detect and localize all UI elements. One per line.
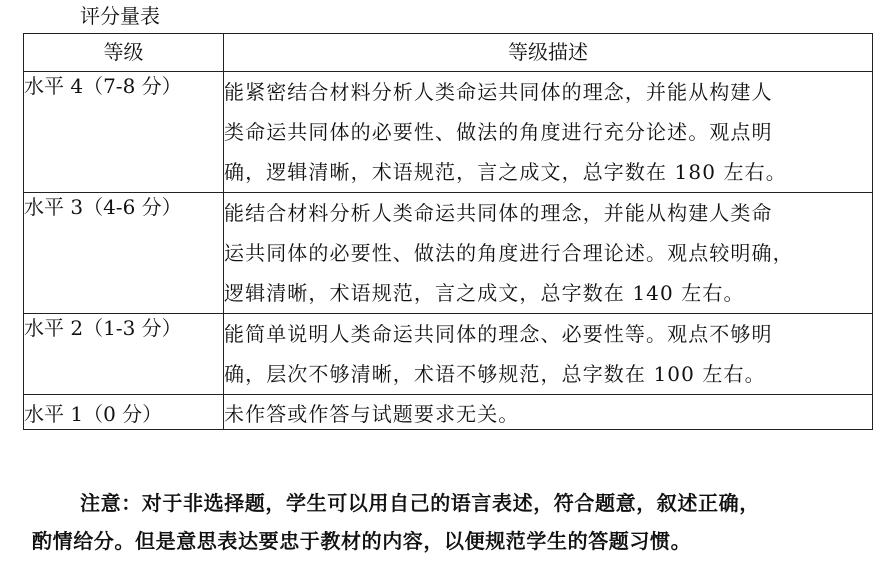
description-line: 逻辑清晰，术语规范，言之成文，总字数在 140 左右。 xyxy=(224,281,745,305)
table-row xyxy=(24,193,873,314)
table-header-row xyxy=(24,34,873,72)
level-cell: 水平 4（7-8 分） xyxy=(24,72,224,193)
description-line: 能紧密结合材料分析人类命运共同体的理念，并能从构建人 xyxy=(224,80,773,104)
description-cell xyxy=(224,72,873,193)
description-cell xyxy=(224,193,873,314)
rubric-table xyxy=(23,33,873,430)
table-caption: 评分量表 xyxy=(80,4,160,28)
level-cell: 水平 1（0 分） xyxy=(24,395,224,430)
header-description: 等级描述 xyxy=(224,34,873,72)
table-row xyxy=(24,395,873,430)
description-line: 运共同体的必要性、做法的角度进行合理论述。观点较明确， xyxy=(224,241,794,265)
table-row xyxy=(24,72,873,193)
level-cell: 水平 3（4-6 分） xyxy=(24,193,224,314)
description-line: 类命运共同体的必要性、做法的角度进行充分论述。观点明 xyxy=(224,120,773,144)
description-line: 未作答或作答与试题要求无关。 xyxy=(224,402,520,426)
description-line: 确，逻辑清晰，术语规范，言之成文，总字数在 180 左右。 xyxy=(224,160,787,184)
level-cell: 水平 2（1-3 分） xyxy=(24,314,224,395)
description-line: 能结合材料分析人类命运共同体的理念，并能从构建人类命 xyxy=(224,201,773,225)
header-level: 等级 xyxy=(24,34,224,72)
note-line: 酌情给分。但是意思表达要忠于教材的内容，以便规范学生的答题习惯。 xyxy=(32,529,692,553)
grading-note xyxy=(32,484,872,560)
description-line: 确，层次不够清晰，术语不够规范，总字数在 100 左右。 xyxy=(224,362,766,386)
table-row xyxy=(24,314,873,395)
note-line: 注意：对于非选择题，学生可以用自己的语言表述，符合题意，叙述正确， xyxy=(80,491,760,515)
description-cell xyxy=(224,395,873,430)
description-line: 能简单说明人类命运共同体的理念、必要性等。观点不够明 xyxy=(224,322,773,346)
description-cell xyxy=(224,314,873,395)
